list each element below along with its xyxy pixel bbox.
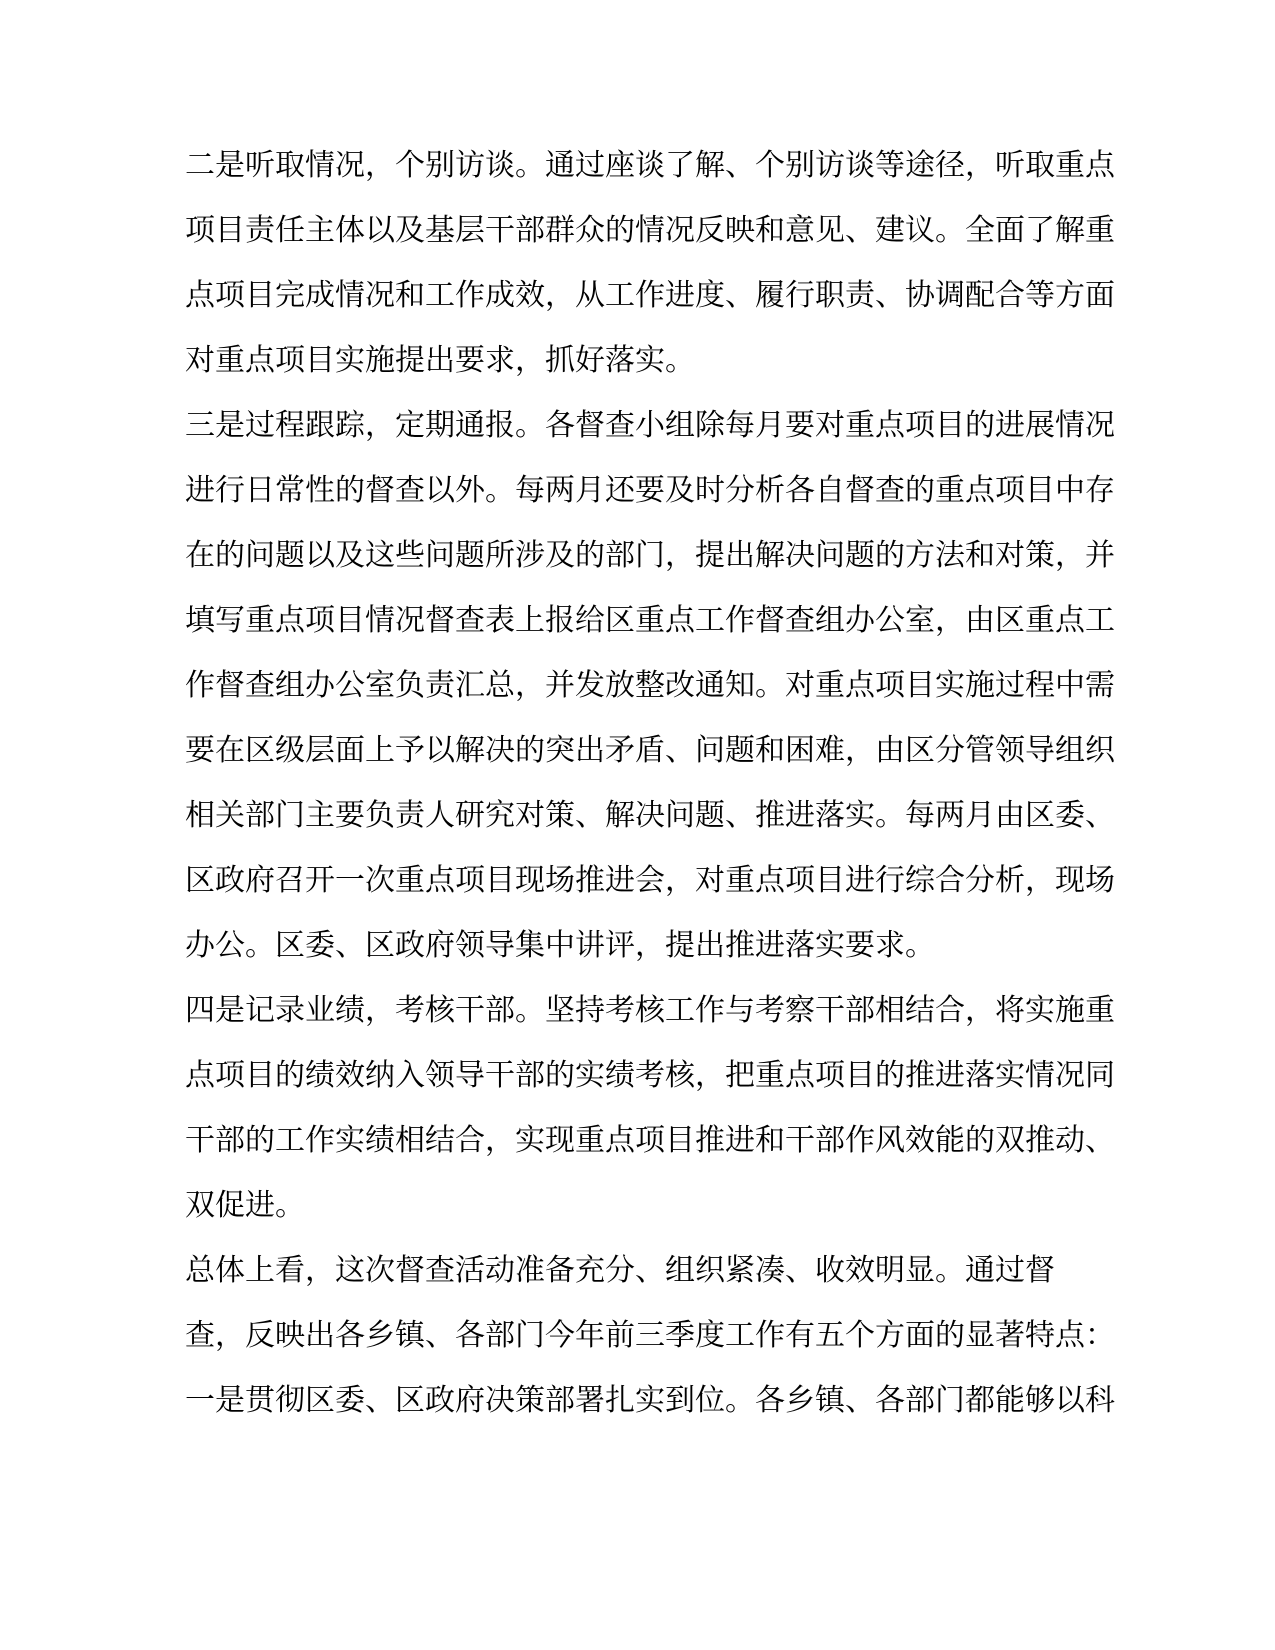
- text-line: 进行日常性的督查以外。每两月还要及时分析各自督查的重点项目中存: [185, 473, 1115, 508]
- text-line: 项目责任主体以及基层干部群众的情况反映和意见、建议。全面了解重: [185, 213, 1115, 248]
- text-line: 总体上看，这次督查活动准备充分、组织紧凑、收效明显。通过督: [185, 1253, 1055, 1288]
- text-line: 查，反映出各乡镇、各部门今年前三季度工作有五个方面的显著特点：: [185, 1318, 1115, 1353]
- text-line: 相关部门主要负责人研究对策、解决问题、推进落实。每两月由区委、: [185, 798, 1115, 833]
- text-line: 一是贯彻区委、区政府决策部署扎实到位。各乡镇、各部门都能够以科: [185, 1383, 1115, 1418]
- text-line: 办公。区委、区政府领导集中讲评，提出推进落实要求。: [185, 928, 935, 963]
- text-line: 双促进。: [185, 1188, 305, 1223]
- text-line: 作督查组办公室负责汇总，并发放整改通知。对重点项目实施过程中需: [185, 668, 1115, 703]
- text-line: 填写重点项目情况督查表上报给区重点工作督查组办公室，由区重点工: [185, 603, 1115, 638]
- text-line: 点项目的绩效纳入领导干部的实绩考核，把重点项目的推进落实情况同: [185, 1058, 1115, 1093]
- text-line: 在的问题以及这些问题所涉及的部门，提出解决问题的方法和对策，并: [185, 538, 1115, 573]
- text-line: 四是记录业绩，考核干部。坚持考核工作与考察干部相结合，将实施重: [185, 993, 1115, 1028]
- text-line: 二是听取情况，个别访谈。通过座谈了解、个别访谈等途径，听取重点: [185, 148, 1115, 183]
- text-line: 点项目完成情况和工作成效，从工作进度、履行职责、协调配合等方面: [185, 278, 1115, 313]
- text-line: 区政府召开一次重点项目现场推进会，对重点项目进行综合分析，现场: [185, 863, 1115, 898]
- text-line: 对重点项目实施提出要求，抓好落实。: [185, 343, 695, 378]
- body-text: [185, 133, 1115, 1433]
- text-line: 三是过程跟踪，定期通报。各督查小组除每月要对重点项目的进展情况: [185, 408, 1115, 443]
- text-line: 干部的工作实绩相结合，实现重点项目推进和干部作风效能的双推动、: [185, 1123, 1115, 1158]
- text-line: 要在区级层面上予以解决的突出矛盾、问题和困难，由区分管领导组织: [185, 733, 1115, 768]
